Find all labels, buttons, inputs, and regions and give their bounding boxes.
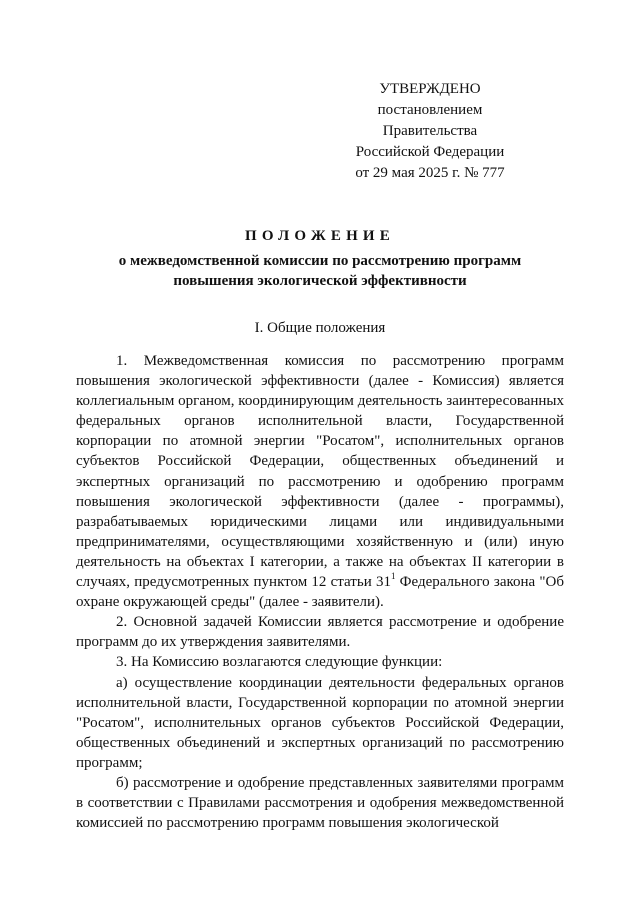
approval-government: Российской Федерации: [355, 144, 505, 160]
approval-resolution: постановлением Правительства: [377, 102, 483, 139]
paragraph-3b: б) рассмотрение и одобрение представленных заявителями программ в соответствии с Правилами рассмотрения и одобрения межведомственной комиссией по рассмотрению программ повышения экологической: [76, 774, 564, 832]
approval-label: УТВЕРЖДЕНО: [379, 81, 481, 97]
paragraph-3a: а) осуществление координации деятельности федеральных органов исполнительной власти, Государственной корпорации по атомной энергии "Росатом", исполнительных органов субъектов Российской Федерации, общественных объединений и экспертных организаций по рассмотрению программ;: [76, 674, 564, 771]
subtitle-line-2: повышения экологической эффективности: [173, 273, 467, 289]
paragraph-1-tail: Федерального закона "Об охране окружающей среды" (далее - заявители).: [76, 574, 564, 611]
document-body: [76, 351, 564, 833]
approval-stamp: [330, 79, 530, 184]
paragraph-1-text: 1. Межведомственная комиссия по рассмотрению программ повышения экологической эффективности (далее - Комиссия) является коллегиальным органом, координирующим деятельность заинтересованных федеральных органов исполнительной власти, Государственной корпорации по атомной энергии "Росатом", исполнительных органов субъектов Российской Федерации, общественных объединений и экспертных организаций по рассмотрению и одобрению программ повышения экологической эффективности (далее - программы), разрабатываемых юридическими лицами или индивидуальными предпринимателями, осуществляющими хозяйственную и (или) иную деятельность на объектах I категории, а также на объектах II категории в случаях, предусмотренных пунктом 12 статьи 31: [76, 353, 564, 591]
article-superscript: 1: [390, 571, 396, 582]
approval-date-number: от 29 мая 2025 г. № 777: [355, 165, 505, 181]
paragraph-1: [76, 351, 564, 612]
paragraph-2: 2. Основной задачей Комиссии является рассмотрение и одобрение программ до их утверждения заявителями.: [76, 614, 564, 651]
document-title: ПОЛОЖЕНИЕ: [244, 228, 396, 244]
paragraph-3: 3. На Комиссию возлагаются следующие функции:: [116, 654, 443, 671]
title-block: [76, 226, 564, 291]
section-heading: I. Общие положения: [254, 320, 386, 336]
subtitle-line-1: о межведомственной комиссии по рассмотрению программ: [118, 253, 522, 269]
document-subtitle: [76, 251, 564, 291]
